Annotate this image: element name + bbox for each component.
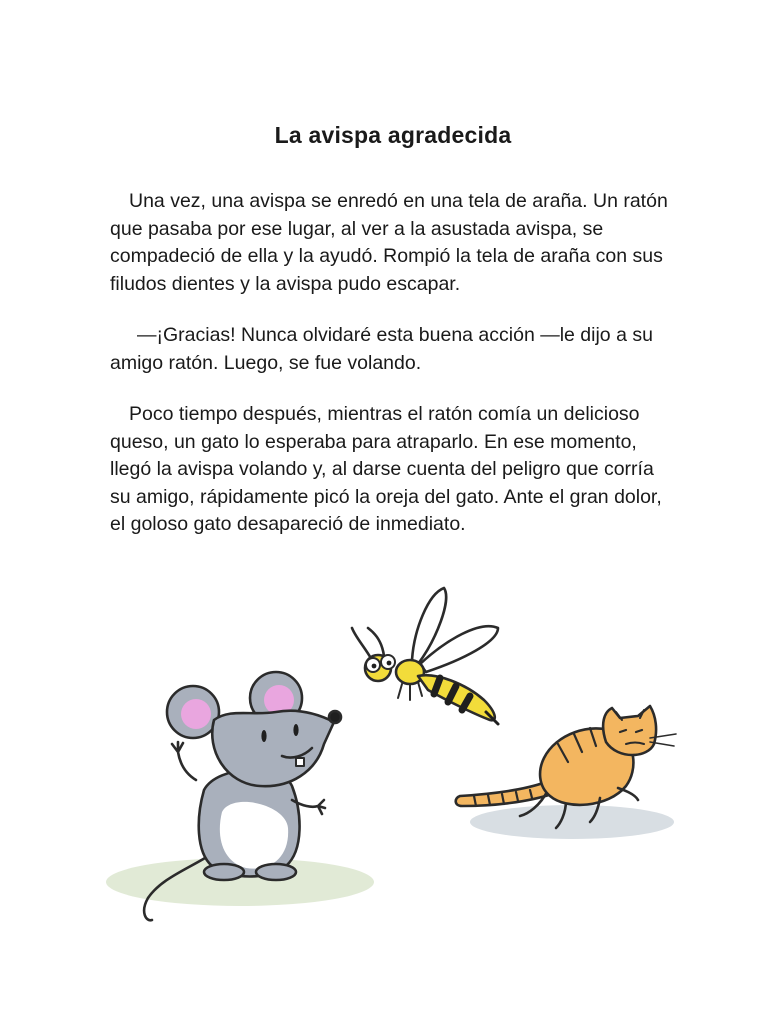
- story-title: La avispa agradecida: [274, 122, 512, 148]
- wasp-icon: [352, 588, 498, 724]
- ground-shadow-right: [470, 805, 674, 839]
- cat-icon: [456, 706, 676, 828]
- story-paragraph-2: —¡Gracias! Nunca olvidaré esta buena acción —le dijo a su amigo ratón. Luego, se fue volando.: [110, 324, 653, 374]
- story-body: [110, 188, 670, 563]
- story-illustration: [0, 580, 768, 960]
- story-paragraph-3: Poco tiempo después, mientras el ratón comía un delicioso queso, un gato lo esperaba para atraparlo. En ese momento, llegó la avispa volando y, al darse cuenta del peligro que corría su amigo, rápidamente picó la oreja del gato. Ante el gran dolor, el goloso gato desapareció de inmediato.: [110, 403, 662, 535]
- story-paragraph-1: Una vez, una avispa se enredó en una tela de araña. Un ratón que pasaba por ese lugar, al ver a la asustada avispa, se compadeció de ella y la ayudó. Rompió la tela de araña con sus filudos dientes y la avispa pudo escapar.: [110, 190, 668, 295]
